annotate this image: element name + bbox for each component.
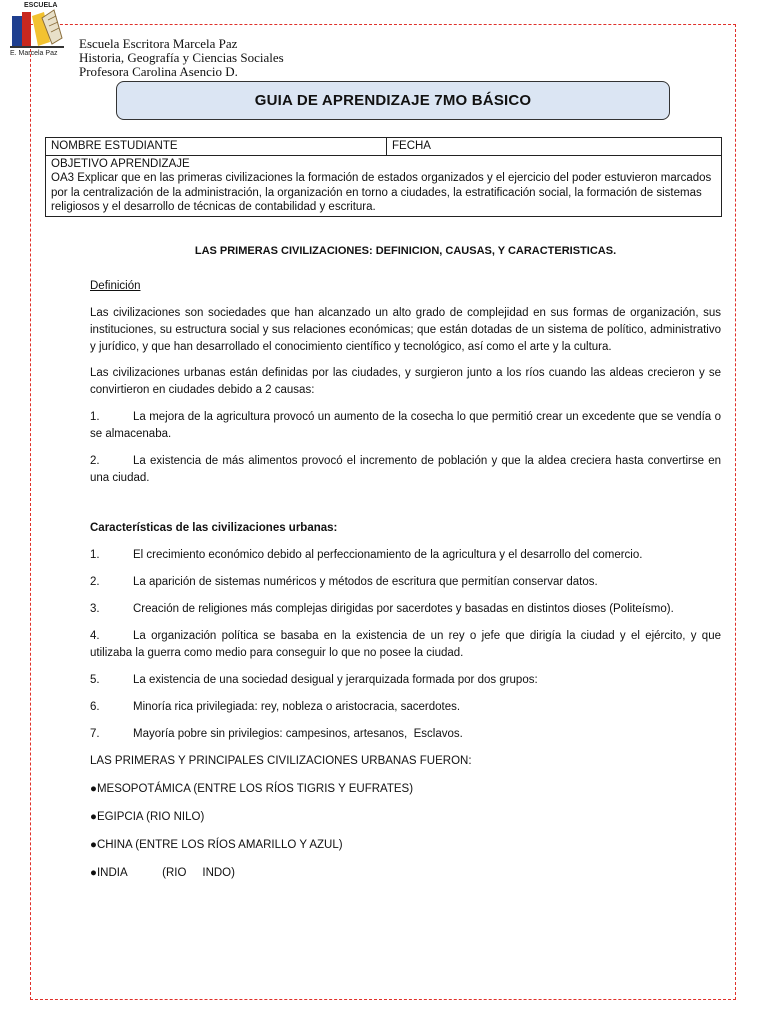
characteristic-text: Mayoría pobre sin privilegios: campesinos, artesanos, Esclavos. xyxy=(133,728,463,740)
characteristic-number: 4. xyxy=(90,630,100,642)
objective-cell xyxy=(46,155,722,216)
student-name-field[interactable] xyxy=(46,138,387,156)
characteristic-text: La organización política se basaba en la existencia de un rey o jefe que dirigía la ciudad y el ejército, y que utilizaba la guerra como medio para conseguir lo que no posee la ciudad. xyxy=(90,630,721,659)
school-header xyxy=(79,37,284,79)
characteristic-number: 5. xyxy=(90,674,100,686)
civilization-item: ●EGIPCIA (RIO NILO) xyxy=(90,811,205,823)
characteristic-text: La aparición de sistemas numéricos y métodos de escritura que permitían conservar datos. xyxy=(133,576,598,588)
cause-text: La existencia de más alimentos provocó el incremento de población y que la aldea creciera hasta convertirse en una ciudad. xyxy=(90,455,721,484)
characteristic-item xyxy=(90,574,721,591)
definition-heading: Definición xyxy=(90,280,141,292)
characteristic-item xyxy=(90,726,721,743)
characteristic-number: 6. xyxy=(90,701,100,713)
date-field[interactable] xyxy=(387,138,722,156)
civilization-item: ●MESOPOTÁMICA (ENTRE LOS RÍOS TIGRIS Y EUFRATES) xyxy=(90,783,414,795)
cause-item xyxy=(90,453,721,487)
cause-text: La mejora de la agricultura provocó un aumento de la cosecha lo que permitió crear un excedente que se vendía o se almacenaba. xyxy=(90,411,721,440)
characteristic-text: La existencia de una sociedad desigual y jerarquizada formada por dos grupos: xyxy=(133,674,538,686)
characteristic-number: 7. xyxy=(90,728,100,740)
section-title: LAS PRIMERAS CIVILIZACIONES: DEFINICION, CAUSAS, Y CARACTERISTICAS. xyxy=(194,245,617,257)
characteristic-text: El crecimiento económico debido al perfeccionamiento de la agricultura y el desarrollo del comercio. xyxy=(133,549,643,561)
subject-name: Historia, Geografía y Ciencias Sociales xyxy=(79,50,284,65)
definition-paragraph-1: Las civilizaciones son sociedades que han alcanzado un alto grado de complejidad en sus formas de organización, sus instituciones, su estructura social y sus relaciones económicas; que están dotadas de un sistema de político, administrativo y jurídico, y que han desarrollado el conocimiento científico y tecnológico, así como el arte y la cultura. xyxy=(90,307,721,353)
school-logo xyxy=(8,2,70,60)
school-name: Escuela Escritora Marcela Paz xyxy=(79,36,238,51)
logo-top-label: ESCUELA xyxy=(24,2,58,9)
guide-content xyxy=(90,243,721,882)
characteristic-number: 1. xyxy=(90,549,100,561)
date-label: FECHA xyxy=(392,140,431,152)
civilization-item: ●INDIA (RIO INDO) xyxy=(90,867,235,879)
characteristic-item xyxy=(90,601,721,618)
civilizations-heading: LAS PRIMERAS Y PRINCIPALES CIVILIZACIONES URBANAS FUERON: xyxy=(90,755,472,767)
characteristic-item xyxy=(90,547,721,564)
cause-number: 2. xyxy=(90,455,100,467)
cause-number: 1. xyxy=(90,411,100,423)
characteristic-item xyxy=(90,628,721,662)
civilization-item: ●CHINA (ENTRE LOS RÍOS AMARILLO Y AZUL) xyxy=(90,839,343,851)
characteristic-item xyxy=(90,672,721,689)
cause-item xyxy=(90,409,721,443)
logo-bottom-label: E. Marcela Paz xyxy=(10,50,58,57)
definition-paragraph-2: Las civilizaciones urbanas están definidas por las ciudades, y surgieron junto a los ríos cuando las aldeas crecieron y se convirtieron en ciudades debido a 2 causas: xyxy=(90,367,721,396)
characteristics-heading: Características de las civilizaciones urbanas: xyxy=(90,522,338,534)
student-name-label: NOMBRE ESTUDIANTE xyxy=(51,140,178,152)
characteristic-number: 2. xyxy=(90,576,100,588)
characteristic-number: 3. xyxy=(90,603,100,615)
student-info-table xyxy=(45,137,722,217)
teacher-name: Profesora Carolina Asencio D. xyxy=(79,64,238,79)
characteristic-text: Minoría rica privilegiada: rey, nobleza o aristocracia, sacerdotes. xyxy=(133,701,461,713)
objective-text: OA3 Explicar que en las primeras civilizaciones la formación de estados organizados y el ejercicio del poder estuvieron marcados por la centralización de la administración, la organización en torno a ciudades, la estratificación social, la formación de sistemas religiosos y el desarrollo de técnicas de contabilidad y escritura. xyxy=(51,172,712,213)
objective-label: OBJETIVO APRENDIZAJE xyxy=(51,157,190,170)
characteristic-item xyxy=(90,699,721,716)
page-title: GUIA DE APRENDIZAJE 7MO BÁSICO xyxy=(116,81,670,120)
characteristic-text: Creación de religiones más complejas dirigidas por sacerdotes y basadas en distintos dioses (Politeísmo). xyxy=(133,603,674,615)
